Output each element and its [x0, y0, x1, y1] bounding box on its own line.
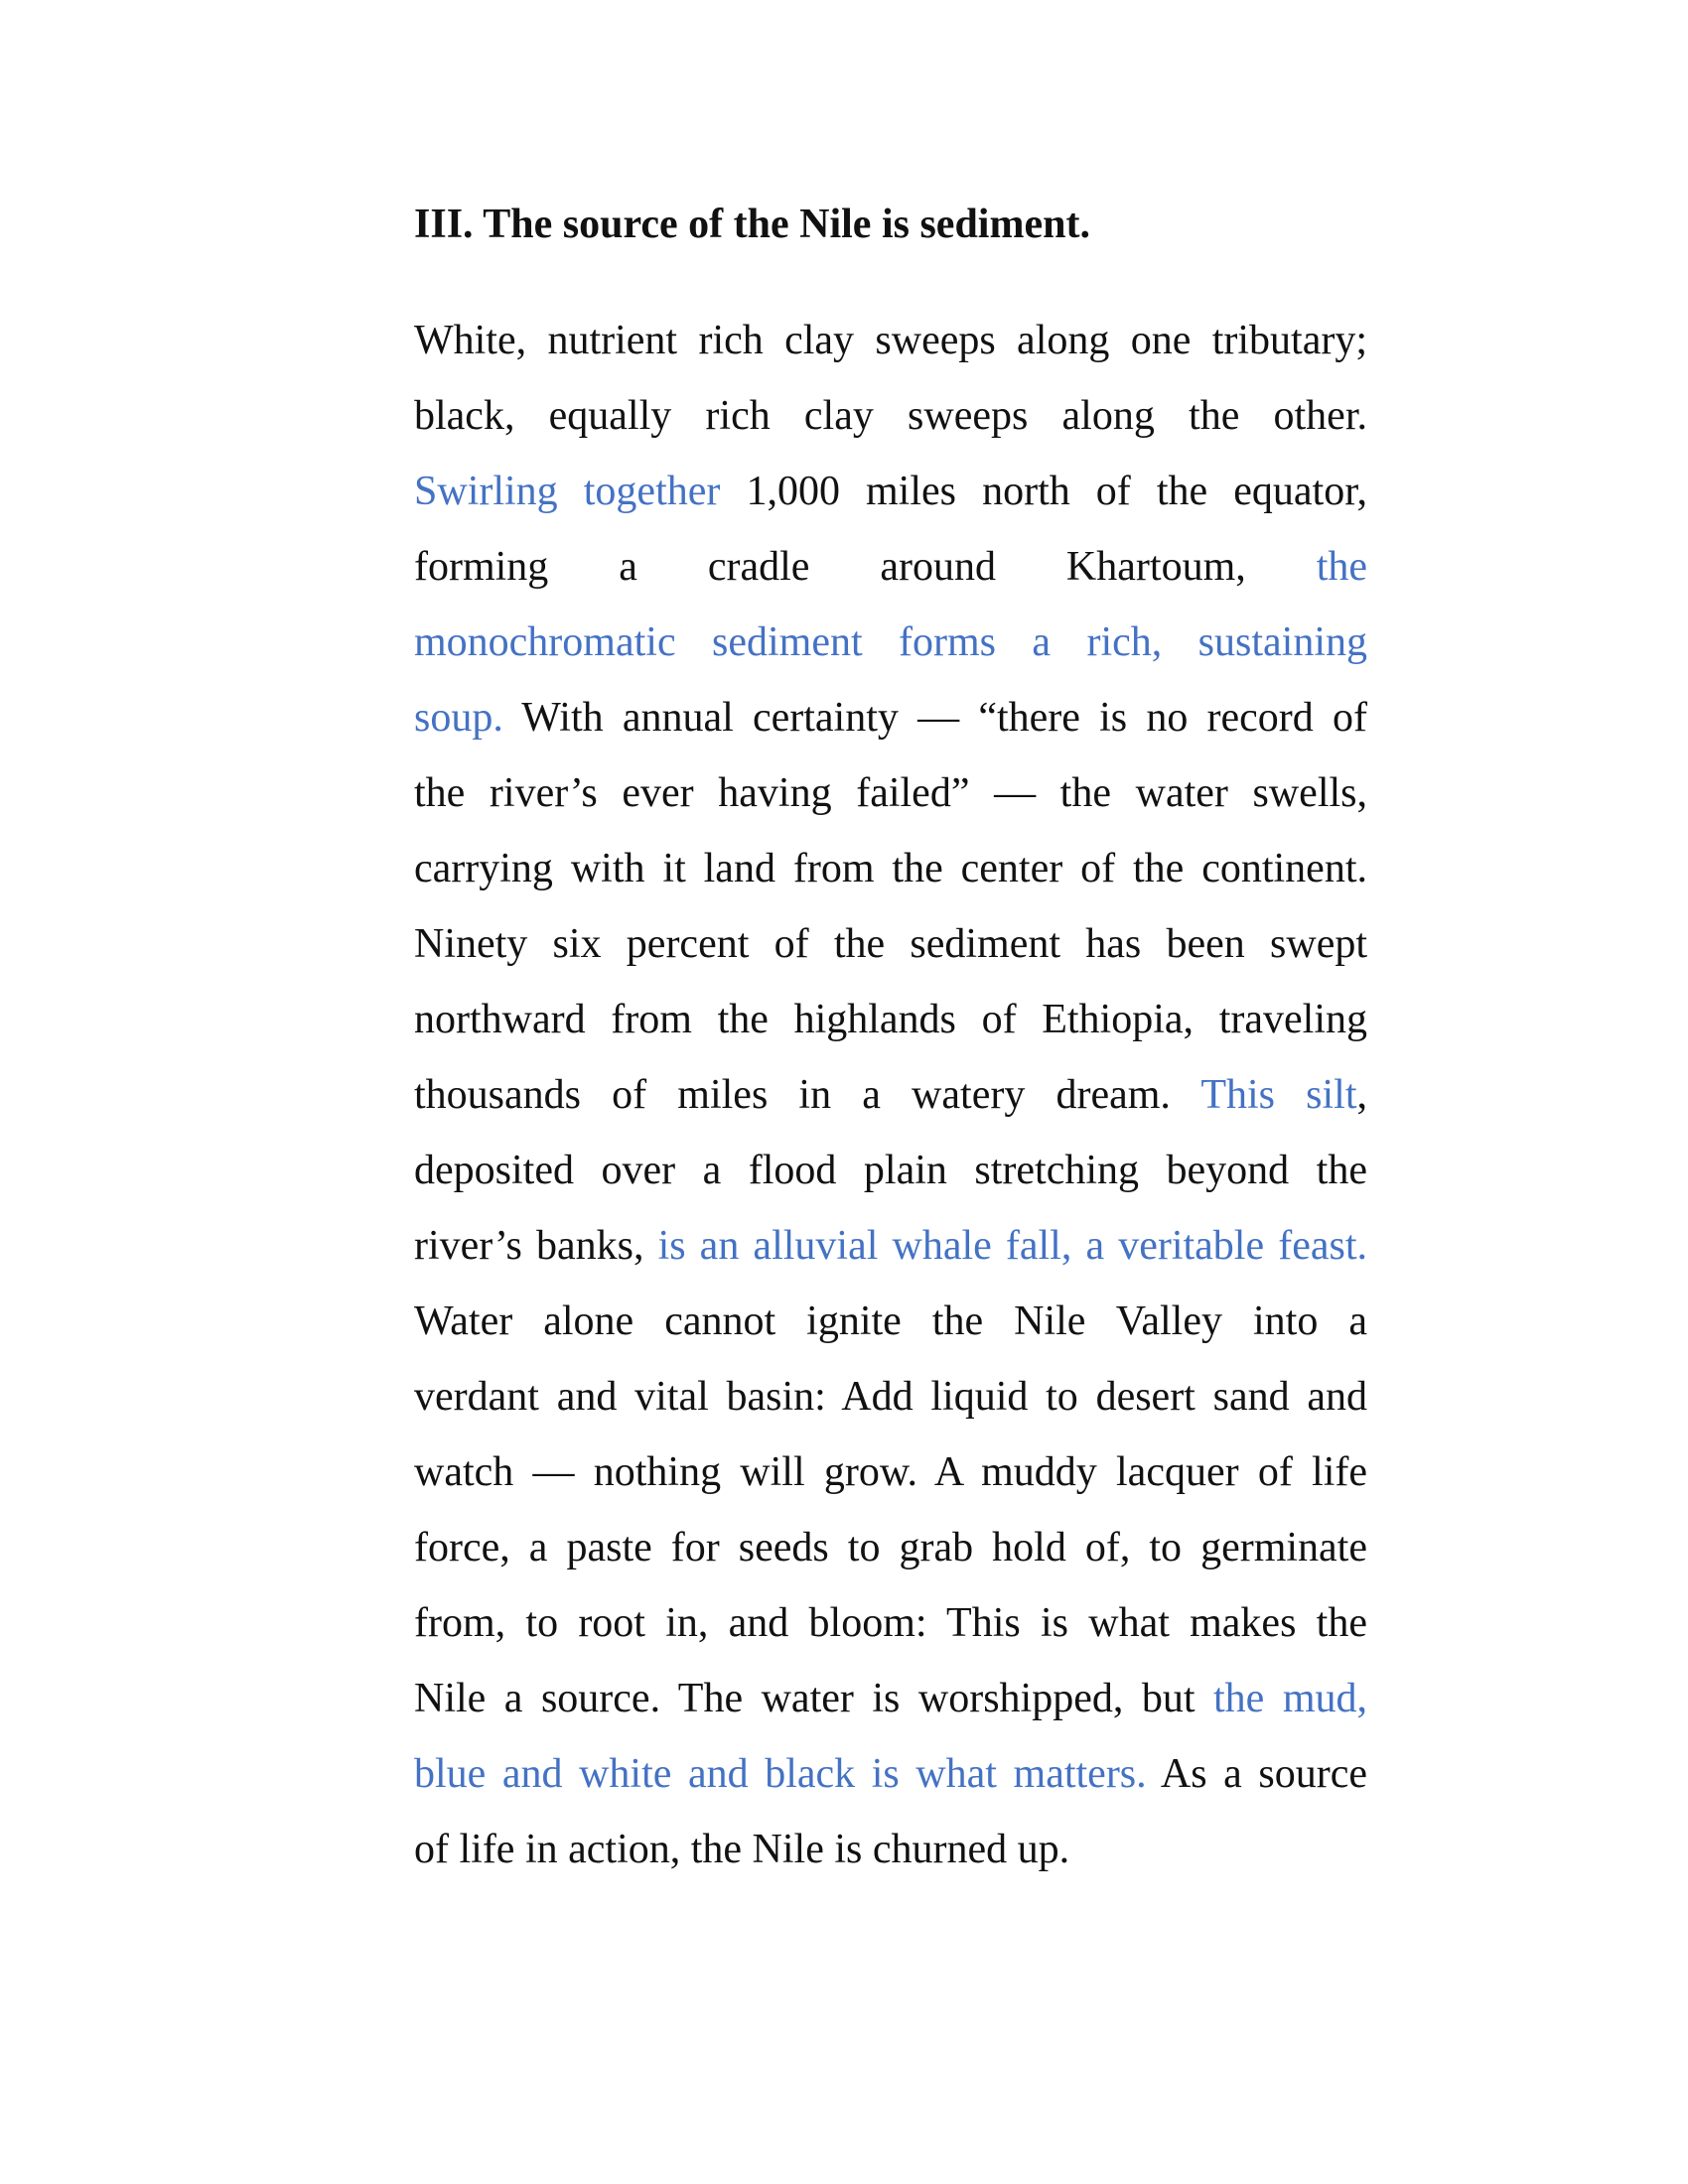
text-line: [414, 1585, 1367, 1661]
section-heading: III. The source of the Nile is sediment.: [414, 202, 1090, 247]
text-line: [414, 982, 1367, 1057]
body-paragraph: [414, 303, 1367, 1887]
text-segment: Water alone cannot ignite the Nile Valley into a: [414, 1298, 1367, 1344]
text-segment: White, nutrient rich clay sweeps along one tributary;: [414, 318, 1367, 363]
text-segment: force, a paste for seeds to grab hold of, to germinate: [414, 1525, 1367, 1570]
text-segment: 1,000 miles north of the equator,: [720, 469, 1368, 514]
text-segment: of life in action, the Nile is churned up.: [414, 1827, 1070, 1872]
text-segment: forming a cradle around Khartoum,: [414, 544, 1317, 590]
text-line: [414, 755, 1367, 831]
text-line: [414, 1510, 1367, 1585]
text-segment: from, to root in, and bloom: This is what makes the: [414, 1600, 1367, 1646]
text-segment: the river’s ever having failed” — the water swells,: [414, 770, 1367, 816]
text-segment: Ninety six percent of the sediment has been swept: [414, 921, 1367, 967]
text-line: [414, 303, 1367, 378]
highlighted-text: soup.: [414, 695, 503, 741]
highlighted-text: monochromatic sediment forms a rich, sustaining: [414, 619, 1367, 665]
text-segment: verdant and vital basin: Add liquid to desert sand and: [414, 1374, 1367, 1420]
highlighted-text: is an alluvial whale fall, a veritable feast.: [657, 1223, 1367, 1269]
highlighted-text: This silt: [1200, 1072, 1357, 1118]
highlighted-text: the mud,: [1213, 1676, 1367, 1721]
text-segment: watch — nothing will grow. A muddy lacquer of life: [414, 1449, 1367, 1495]
highlighted-text: blue and white and black is what matters.: [414, 1751, 1147, 1797]
text-line: [414, 1057, 1367, 1133]
text-segment: black, equally rich clay sweeps along the other.: [414, 393, 1367, 439]
text-segment: river’s banks,: [414, 1223, 658, 1269]
text-segment: As a source: [1146, 1751, 1367, 1797]
text-line: [414, 1133, 1367, 1208]
text-line: [414, 1284, 1367, 1359]
text-segment: northward from the highlands of Ethiopia, traveling: [414, 997, 1367, 1042]
text-line: [414, 1736, 1367, 1812]
text-line: [414, 680, 1367, 755]
text-line: [414, 605, 1367, 680]
text-segment: Nile a source. The water is worshipped, but: [414, 1676, 1214, 1721]
text-line: [414, 1208, 1367, 1284]
text-line: [414, 1661, 1367, 1736]
highlighted-text: Swirling together: [414, 469, 721, 514]
text-line: [414, 1812, 1367, 1887]
text-line: [414, 378, 1367, 454]
text-line: [414, 529, 1367, 605]
text-line: [414, 831, 1367, 906]
text-line: [414, 1434, 1367, 1510]
text-segment: thousands of miles in a watery dream.: [414, 1072, 1201, 1118]
text-line: [414, 454, 1367, 529]
highlighted-text: the: [1316, 544, 1367, 590]
text-line: [414, 1359, 1367, 1434]
text-segment: carrying with it land from the center of the continent.: [414, 846, 1367, 891]
text-segment: With annual certainty — “there is no record of: [502, 695, 1367, 741]
text-segment: ,: [1356, 1072, 1367, 1118]
text-segment: deposited over a flood plain stretching beyond the: [414, 1148, 1367, 1193]
text-line: [414, 906, 1367, 982]
